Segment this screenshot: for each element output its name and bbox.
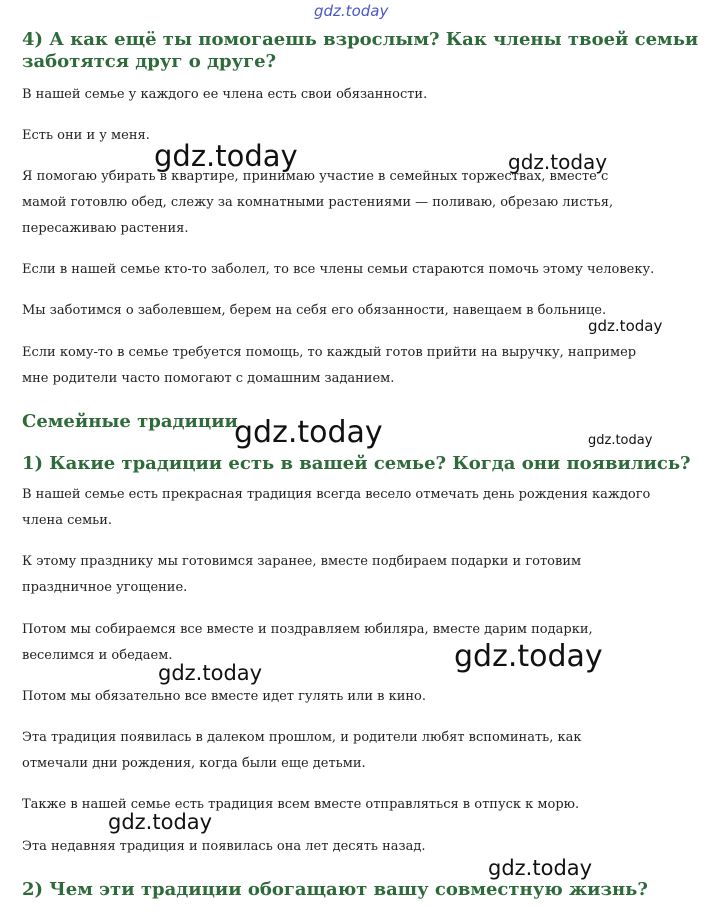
watermark: gdz.today <box>588 317 663 335</box>
watermark: gdz.today <box>234 415 383 450</box>
section-title: Семейные традиции <box>22 411 238 432</box>
paragraph: члена семьи. <box>22 513 113 528</box>
paragraph: В нашей семье у каждого ее члена есть свои обязанности. <box>22 87 428 102</box>
paragraph: Если в нашей семье кто-то заболел, то все члены семьи стараются помочь этому человеку. <box>22 262 655 277</box>
paragraph: Эта традиция появилась в далеком прошлом, и родители любят вспоминать, как <box>22 730 582 745</box>
paragraph: мне родители часто помогают с домашним заданием. <box>22 371 395 386</box>
paragraph: пересаживаю растения. <box>22 221 189 236</box>
watermark: gdz.today <box>588 433 653 448</box>
watermark: gdz.today <box>488 856 593 880</box>
paragraph: Мы заботимся о заболевшем, берем на себя его обязанности, навещаем в больнице. <box>22 303 607 318</box>
paragraph: Если кому-то в семье требуется помощь, то каждый готов прийти на выручку, например <box>22 345 637 360</box>
paragraph: веселимся и обедаем. <box>22 648 173 663</box>
question-heading-1: 1) Какие традиции есть в вашей семье? Когда они появились? <box>22 453 691 474</box>
watermark: gdz.today <box>158 661 263 685</box>
paragraph: К этому празднику мы готовимся заранее, вместе подбираем подарки и готовим <box>22 554 582 569</box>
watermark-top: gdz.today <box>314 2 389 20</box>
paragraph: Эта недавняя традиция и появилась она лет десять назад. <box>22 839 426 854</box>
paragraph: Также в нашей семье есть традиция всем вместе отправляться в отпуск к морю. <box>22 797 580 812</box>
paragraph: мамой готовлю обед, слежу за комнатными растениями — поливаю, обрезаю листья, <box>22 195 614 210</box>
paragraph: Есть они и у меня. <box>22 128 150 143</box>
watermark: gdz.today <box>108 810 213 834</box>
watermark: gdz.today <box>154 139 298 173</box>
question-heading-4: 4) А как ещё ты помогаешь взрослым? Как члены твоей семьи <box>22 29 699 50</box>
paragraph: Потом мы собираемся все вместе и поздравляем юбиляра, вместе дарим подарки, <box>22 622 593 637</box>
paragraph: Я помогаю убирать в квартире, принимаю участие в семейных торжествах, вместе с <box>22 169 609 184</box>
question-heading-4-cont: заботятся друг о друге? <box>22 51 277 72</box>
watermark: gdz.today <box>508 150 608 174</box>
paragraph: Потом мы обязательно все вместе идет гулять или в кино. <box>22 689 426 704</box>
paragraph: праздничное угощение. <box>22 580 188 595</box>
paragraph: отмечали дни рождения, когда были еще детьми. <box>22 756 366 771</box>
watermark: gdz.today <box>454 639 603 674</box>
paragraph: В нашей семье есть прекрасная традиция всегда весело отмечать день рождения каждого <box>22 487 651 502</box>
question-heading-2: 2) Чем эти традиции обогащают вашу совместную жизнь? <box>22 879 648 900</box>
